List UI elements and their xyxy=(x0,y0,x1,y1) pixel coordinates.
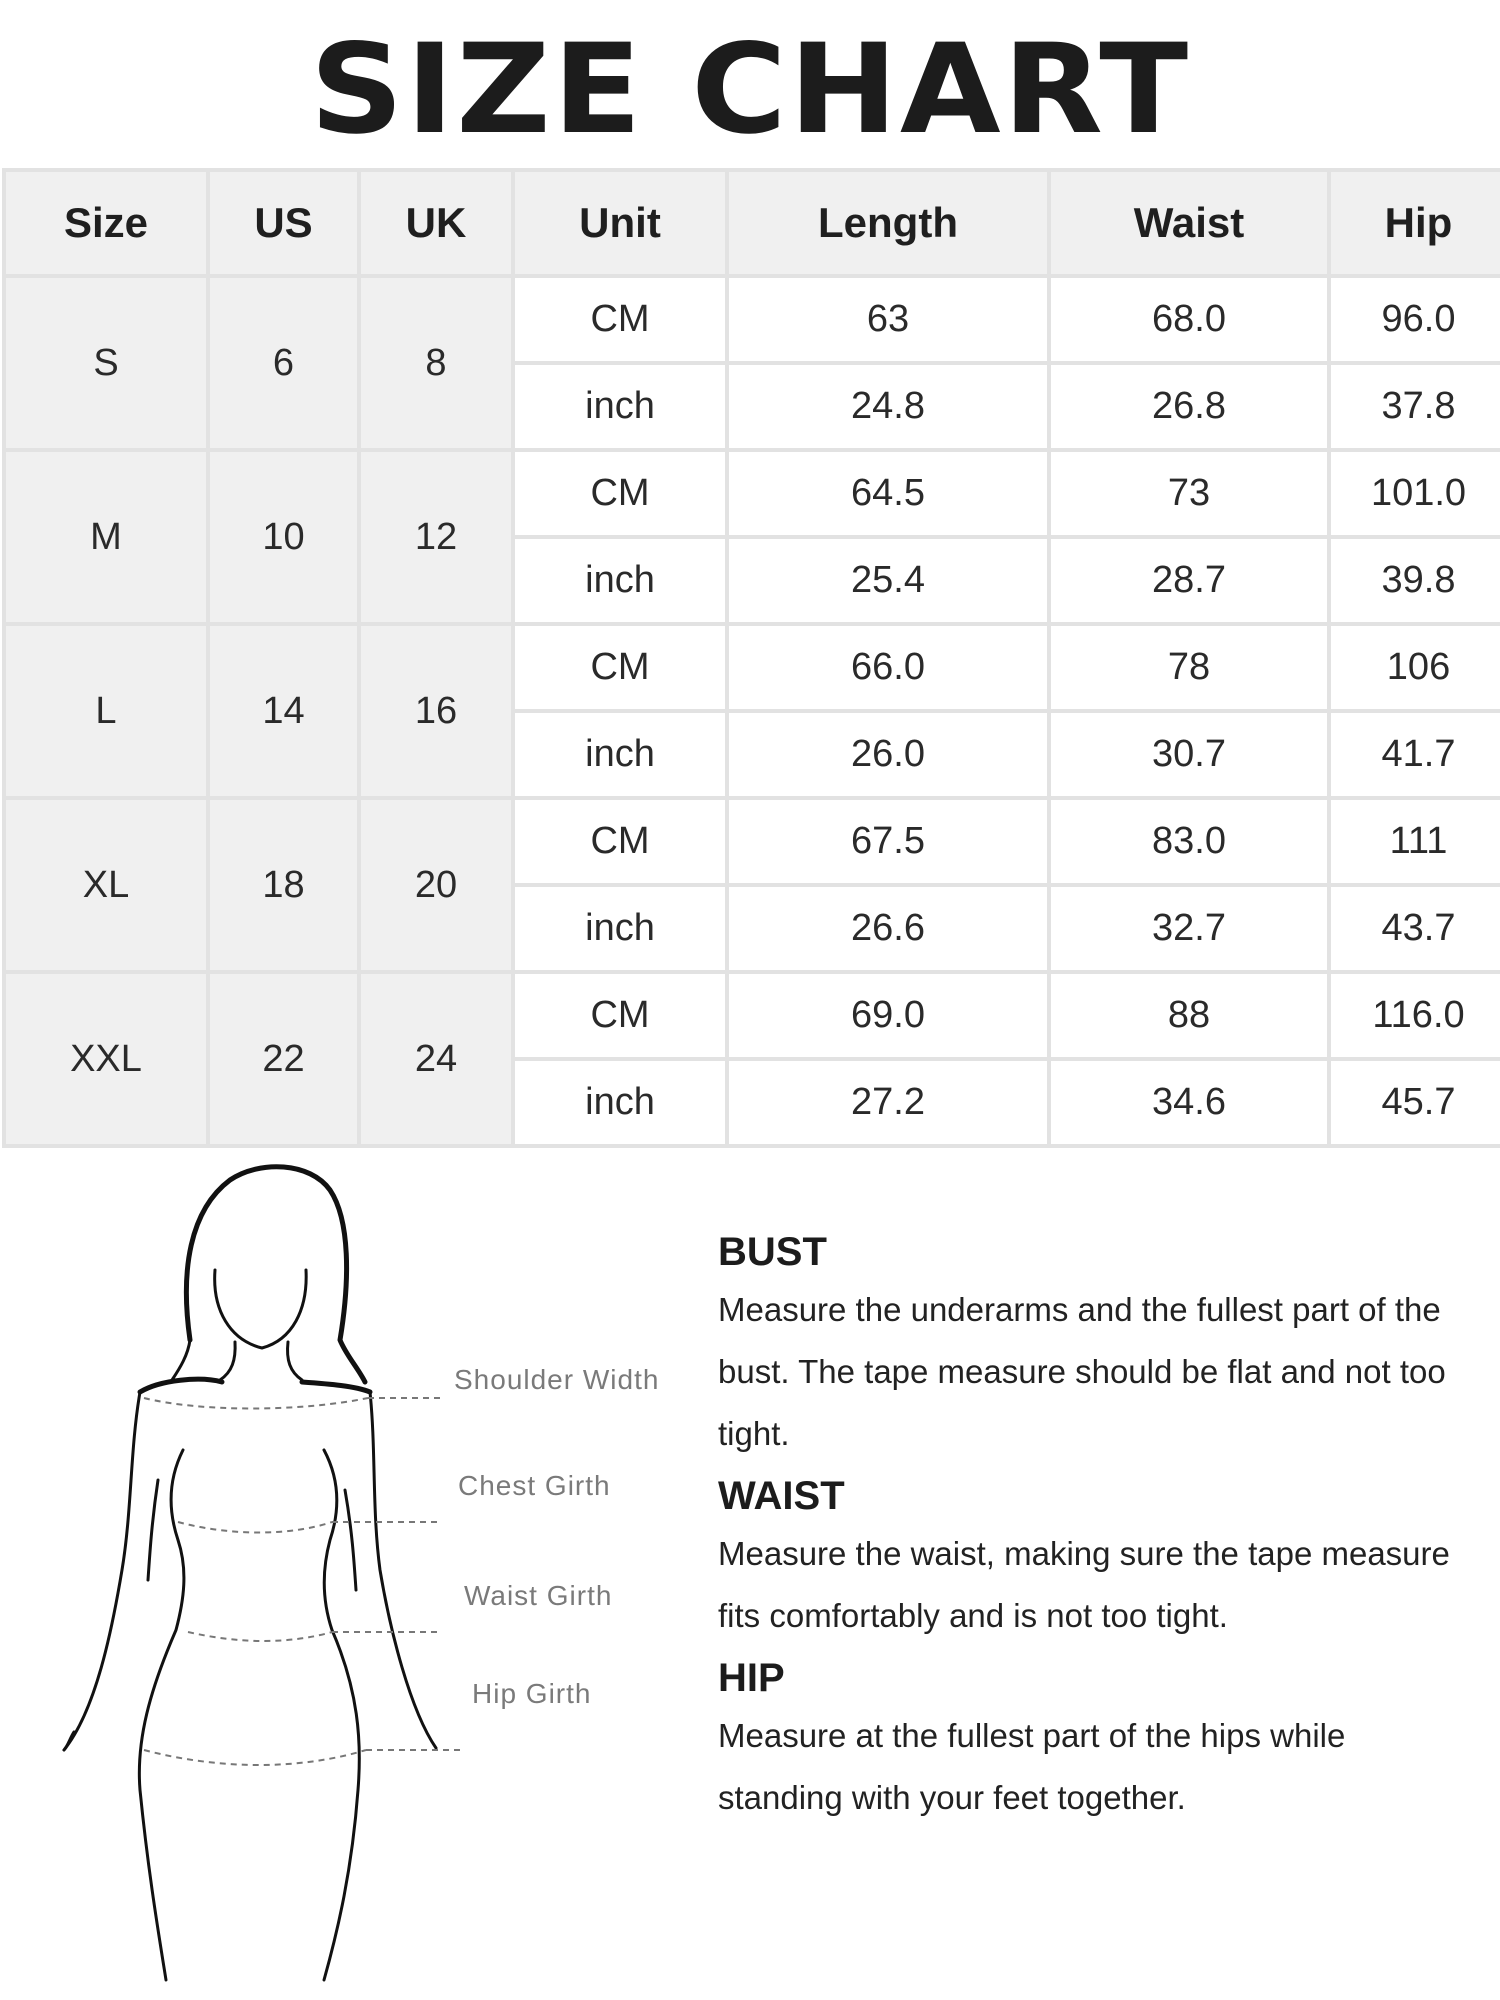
length-cell: 26.6 xyxy=(729,887,1047,970)
waist-cell: 73 xyxy=(1051,452,1327,535)
chest-girth-label: Chest Girth xyxy=(458,1470,611,1501)
unit-cell: inch xyxy=(515,539,725,622)
table-row xyxy=(6,800,1500,883)
header-size: Size xyxy=(6,172,206,274)
uk-cell: 24 xyxy=(361,974,511,1144)
unit-cell: inch xyxy=(515,365,725,448)
us-cell: 6 xyxy=(210,278,357,448)
hip-cell: 116.0 xyxy=(1331,974,1500,1057)
page-title: SIZE CHART xyxy=(309,18,1191,162)
size-cell: XL xyxy=(6,800,206,970)
bust-heading: BUST xyxy=(718,1230,827,1274)
us-cell: 10 xyxy=(210,452,357,622)
header-uk: UK xyxy=(361,172,511,274)
shoulder-width-label: Shoulder Width xyxy=(454,1364,660,1395)
waist-girth-label: Waist Girth xyxy=(464,1580,613,1611)
hip-girth-label: Hip Girth xyxy=(472,1678,592,1709)
bust-description: Measure the underarms and the fullest part of the bust. The tape measure should be flat and not too tight. xyxy=(718,1291,1446,1452)
waist-heading: WAIST xyxy=(718,1474,845,1518)
measurement-guide xyxy=(718,1225,1458,1833)
length-cell: 66.0 xyxy=(729,626,1047,709)
hip-description: Measure at the fullest part of the hips while standing with your feet together. xyxy=(718,1717,1346,1816)
hip-cell: 96.0 xyxy=(1331,278,1500,361)
table-row xyxy=(6,974,1500,1057)
waist-cell: 28.7 xyxy=(1051,539,1327,622)
uk-cell: 12 xyxy=(361,452,511,622)
waist-cell: 32.7 xyxy=(1051,887,1327,970)
hip-cell: 101.0 xyxy=(1331,452,1500,535)
header-us: US xyxy=(210,172,357,274)
size-cell: S xyxy=(6,278,206,448)
length-cell: 27.2 xyxy=(729,1061,1047,1144)
hip-cell: 106 xyxy=(1331,626,1500,709)
size-cell: XXL xyxy=(6,974,206,1144)
header-length: Length xyxy=(729,172,1047,274)
hip-cell: 37.8 xyxy=(1331,365,1500,448)
body-silhouette-icon xyxy=(40,1150,680,1990)
length-cell: 25.4 xyxy=(729,539,1047,622)
waist-cell: 88 xyxy=(1051,974,1327,1057)
waist-description: Measure the waist, making sure the tape measure fits comfortably and is not too tight. xyxy=(718,1535,1450,1634)
hip-cell: 39.8 xyxy=(1331,539,1500,622)
table-header-row xyxy=(6,172,1500,274)
length-cell: 64.5 xyxy=(729,452,1047,535)
size-table xyxy=(2,168,1500,1148)
unit-cell: CM xyxy=(515,278,725,361)
waist-cell: 30.7 xyxy=(1051,713,1327,796)
header-hip: Hip xyxy=(1331,172,1500,274)
unit-cell: inch xyxy=(515,887,725,970)
uk-cell: 16 xyxy=(361,626,511,796)
size-cell: M xyxy=(6,452,206,622)
length-cell: 26.0 xyxy=(729,713,1047,796)
table-row xyxy=(6,278,1500,361)
unit-cell: inch xyxy=(515,713,725,796)
us-cell: 22 xyxy=(210,974,357,1144)
length-cell: 24.8 xyxy=(729,365,1047,448)
waist-cell: 68.0 xyxy=(1051,278,1327,361)
waist-cell: 83.0 xyxy=(1051,800,1327,883)
table-row xyxy=(6,626,1500,709)
unit-cell: CM xyxy=(515,452,725,535)
length-cell: 63 xyxy=(729,278,1047,361)
length-cell: 67.5 xyxy=(729,800,1047,883)
uk-cell: 20 xyxy=(361,800,511,970)
body-measurement-figure xyxy=(40,1150,680,1990)
header-waist: Waist xyxy=(1051,172,1327,274)
size-cell: L xyxy=(6,626,206,796)
hip-cell: 41.7 xyxy=(1331,713,1500,796)
hip-heading: HIP xyxy=(718,1656,785,1700)
hip-cell: 111 xyxy=(1331,800,1500,883)
hip-cell: 43.7 xyxy=(1331,887,1500,970)
header-unit: Unit xyxy=(515,172,725,274)
waist-cell: 34.6 xyxy=(1051,1061,1327,1144)
unit-cell: CM xyxy=(515,974,725,1057)
hip-cell: 45.7 xyxy=(1331,1061,1500,1144)
uk-cell: 8 xyxy=(361,278,511,448)
unit-cell: CM xyxy=(515,800,725,883)
unit-cell: inch xyxy=(515,1061,725,1144)
us-cell: 14 xyxy=(210,626,357,796)
waist-cell: 78 xyxy=(1051,626,1327,709)
waist-cell: 26.8 xyxy=(1051,365,1327,448)
us-cell: 18 xyxy=(210,800,357,970)
unit-cell: CM xyxy=(515,626,725,709)
length-cell: 69.0 xyxy=(729,974,1047,1057)
table-row xyxy=(6,452,1500,535)
